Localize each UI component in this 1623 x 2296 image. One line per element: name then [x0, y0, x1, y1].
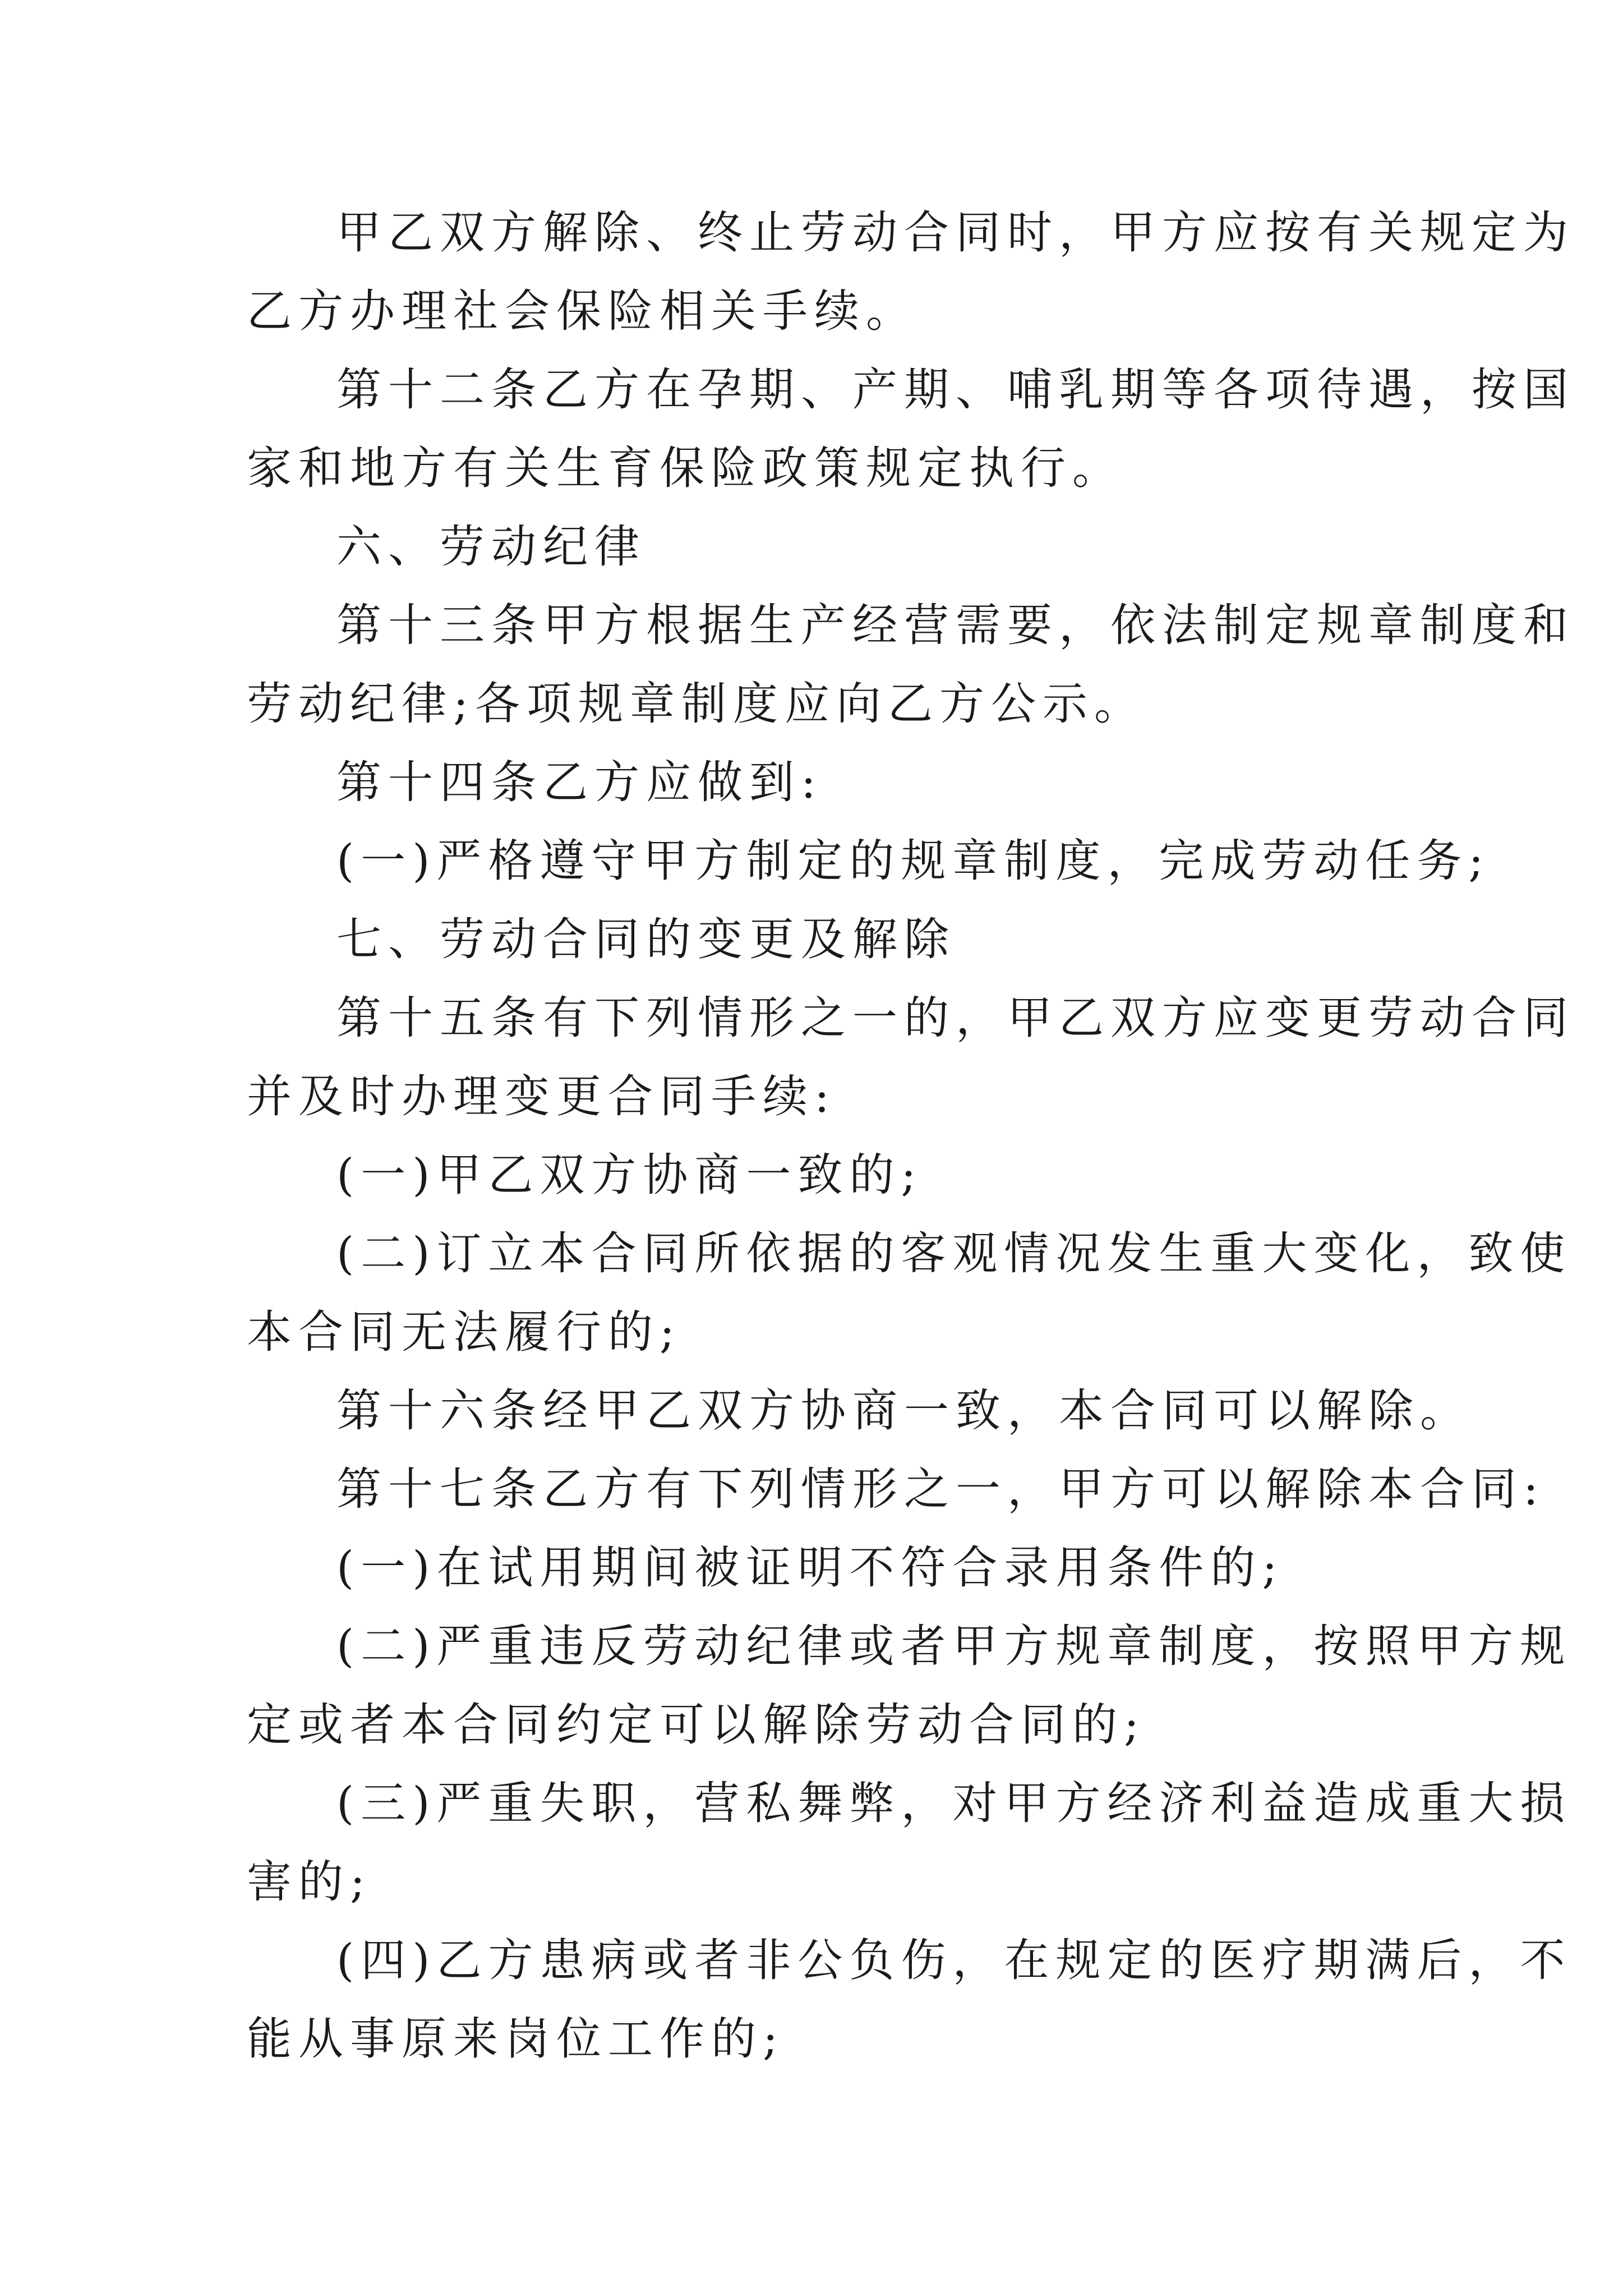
text-line: 害的; — [247, 1856, 372, 1908]
text-line: 并及时办理变更合同手续: — [247, 1070, 836, 1122]
text-line: (二)订立本合同所依据的客观情况发生重大变化，致使 — [336, 1227, 1572, 1280]
text-line: 家和地方有关生育保险政策规定执行。 — [247, 442, 1124, 494]
section-heading: 六、劳动纪律 — [336, 521, 646, 573]
text-line: 第十四条乙方应做到: — [336, 756, 823, 808]
text-line: 第十五条有下列情形之一的，甲乙双方应变更劳动合同 — [336, 992, 1575, 1044]
text-line: (一)甲乙双方协商一致的; — [336, 1149, 923, 1201]
text-line: 定或者本合同约定可以解除劳动合同的; — [247, 1699, 1146, 1751]
text-line: (三)严重失职，营私舞弊，对甲方经济利益造成重大损 — [336, 1777, 1572, 1829]
text-line: 乙方办理社会保险相关手续。 — [247, 285, 917, 337]
text-line: 能从事原来岗位工作的; — [247, 2013, 785, 2065]
text-line: 第十六条经甲乙双方协商一致，本合同可以解除。 — [336, 1384, 1472, 1437]
text-line: (四)乙方患病或者非公负伤，在规定的医疗期满后，不 — [336, 1934, 1572, 1986]
section-heading: 七、劳动合同的变更及解除 — [336, 913, 956, 965]
text-line: (一)在试用期间被证明不符合录用条件的; — [336, 1542, 1284, 1594]
text-line: 第十七条乙方有下列情形之一，甲方可以解除本合同: — [336, 1463, 1545, 1515]
text-line: 劳动纪律;各项规章制度应向乙方公示。 — [247, 678, 1146, 730]
text-line: (一)严格遵守甲方制定的规章制度，完成劳动任务; — [336, 835, 1491, 887]
document-body — [247, 194, 1575, 2078]
text-line: 甲乙双方解除、终止劳动合同时，甲方应按有关规定为 — [336, 206, 1575, 259]
text-line: 第十三条甲方根据生产经营需要，依法制定规章制度和 — [336, 599, 1575, 651]
text-line: (二)严重违反劳动纪律或者甲方规章制度，按照甲方规 — [336, 1620, 1572, 1672]
text-line: 本合同无法履行的; — [247, 1306, 681, 1358]
text-line: 第十二条乙方在孕期、产期、哺乳期等各项待遇，按国 — [336, 364, 1575, 416]
